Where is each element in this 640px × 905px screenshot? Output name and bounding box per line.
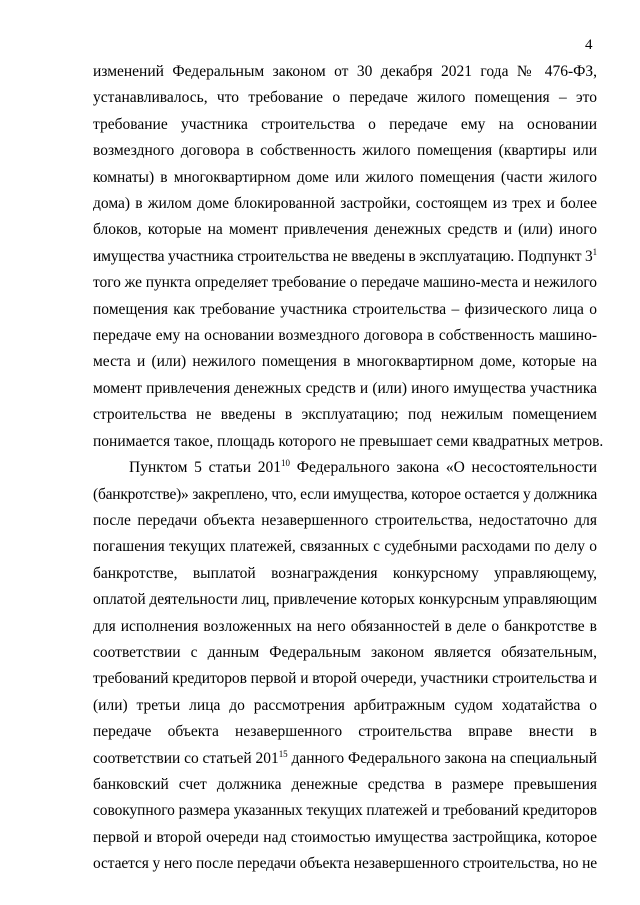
text-line: места и (или) нежилого помещения в многоквартирном доме, которые на — [93, 353, 597, 371]
text-line: передаче объекта незавершенного строительства вправе внести в — [93, 723, 597, 741]
text-line: устанавливалось, что требование о передаче жилого помещения – это — [93, 89, 597, 107]
text-line: дома) в жилом доме блокированной застройки, состоящем из трех и более — [93, 195, 597, 213]
paragraph-1 — [93, 59, 604, 455]
text-segment: имущества участника строительства не введены в эксплуатацию. Подпункт 3 — [93, 247, 593, 265]
superscript: 15 — [278, 748, 288, 759]
text-line: соответствии с данным Федеральным законом является обязательным, — [93, 643, 597, 661]
text-line: погашения текущих платежей, связанных с судебными расходами по делу о — [93, 538, 597, 556]
text-line: банкротстве, выплатой вознаграждения конкурсному управляющему, — [93, 564, 597, 582]
text-line: для исполнения возложенных на него обязанностей в деле о банкротстве в — [93, 617, 597, 635]
text-line: банковский счет должника денежные средства в размере превышения — [93, 775, 597, 793]
text-line: после передачи объекта незавершенного строительства, недостаточно для — [93, 511, 597, 529]
text-segment: соответствии со статьей 201 — [93, 749, 279, 767]
text-segment: Пунктом 5 статьи 201 — [129, 459, 282, 477]
text-line: требование участника строительства о передаче ему на основании — [93, 115, 597, 133]
text-segment: Федерального закона «О несостоятельности — [290, 459, 597, 477]
paragraph-2 — [93, 455, 597, 878]
text-line: комнаты) в многоквартирном доме или жилого помещения (части жилого — [93, 168, 597, 186]
text-line: требований кредиторов первой и второй очереди, участники строительства и — [93, 670, 597, 688]
text-line: блоков, которые на момент привлечения денежных средств и (или) иного — [93, 221, 597, 239]
text-line — [93, 244, 597, 270]
text-line: строительства не введены в эксплуатацию; под нежилым помещением — [93, 406, 597, 424]
document-body — [93, 59, 604, 878]
text-line: изменений Федеральным законом от 30 декабря 2021 года № 476-ФЗ, — [93, 63, 597, 80]
text-line: (или) третьи лица до рассмотрения арбитражным судом ходатайства о — [93, 696, 597, 714]
superscript: 10 — [281, 458, 291, 469]
text-line: остается у него после передачи объекта незавершенного строительства, но не — [93, 855, 597, 873]
text-line: передаче ему на основании возмездного договора в собственность машино- — [93, 327, 597, 345]
text-line: совокупного размера указанных текущих платежей и требований кредиторов — [93, 802, 597, 820]
text-line: момент привлечения денежных средств и (или) иного имущества участника — [93, 379, 597, 397]
text-line: возмездного договора в собственность жилого помещения (квартиры или — [93, 142, 597, 160]
text-line: оплатой деятельности лиц, привлечение которых конкурсным управляющим — [93, 591, 597, 609]
text-line: того же пункта определяет требование о передаче машино-места и нежилого — [93, 274, 597, 292]
text-line: понимается такое, площадь которого не превышает семи квадратных метров. — [93, 432, 604, 450]
text-line — [93, 746, 597, 772]
text-line: помещения как требование участника строительства – физического лица о — [93, 300, 597, 318]
text-line — [93, 455, 597, 481]
page-number: 4 — [585, 37, 593, 53]
text-segment: данного Федерального закона на специальный — [287, 749, 597, 767]
text-line: первой и второй очереди над стоимостью имущества застройщика, которое — [93, 828, 597, 846]
text-line: (банкротстве)» закреплено, что, если имущества, которое остается у должника — [93, 485, 597, 503]
superscript: 1 — [592, 246, 598, 257]
